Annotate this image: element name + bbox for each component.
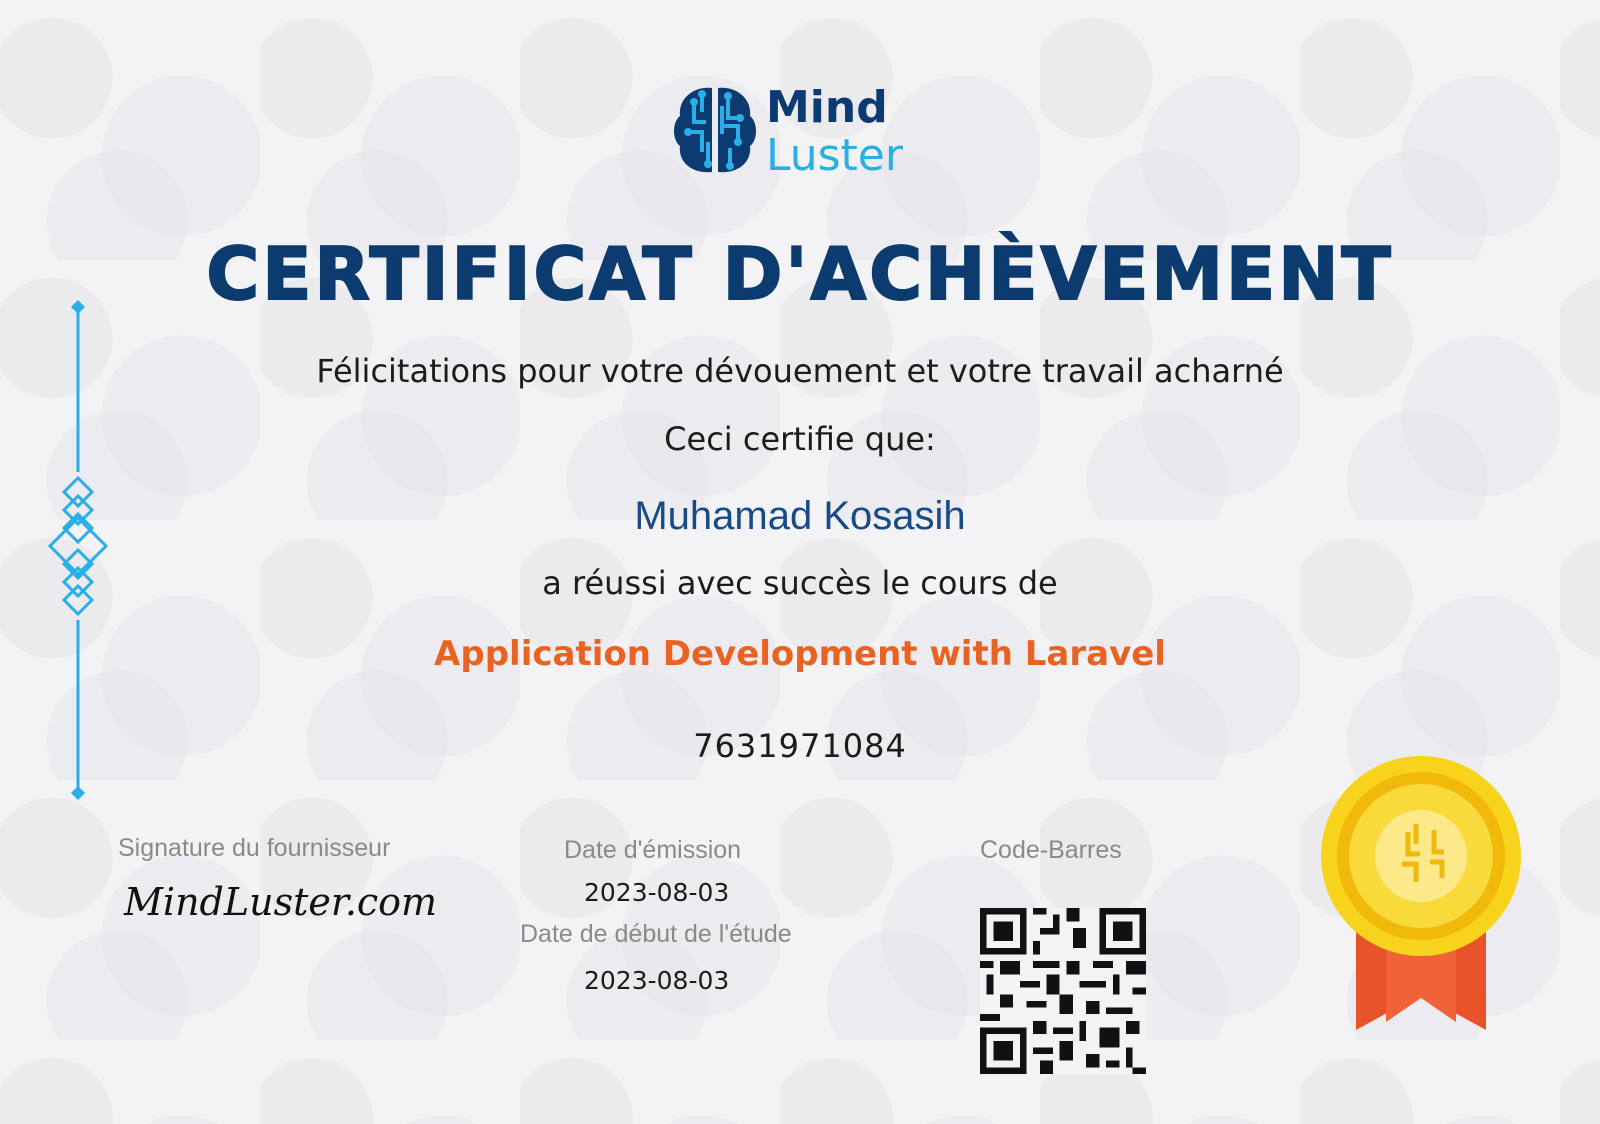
signature-label: Signature du fournisseur xyxy=(118,834,391,862)
logo-text-luster: Luster xyxy=(766,130,903,181)
certifies-text: Ceci certifie que: xyxy=(664,420,936,458)
start-date-label: Date de début de l'étude xyxy=(520,920,792,948)
mindluster-logo xyxy=(672,82,932,182)
issue-date-label: Date d'émission xyxy=(564,836,742,864)
recipient-name: Muhamad Kosasih xyxy=(634,494,966,538)
provider-signature: MindLuster.com xyxy=(124,880,438,924)
certificate-id: 7631971084 xyxy=(693,727,907,765)
barcode-label: Code-Barres xyxy=(980,836,1122,864)
logo-text-mind: Mind xyxy=(766,82,888,133)
gold-medal-icon xyxy=(1316,752,1526,1042)
congratulations-text: Félicitations pour votre dévouement et votre travail acharné xyxy=(316,352,1284,390)
diamond-ornament-icon xyxy=(40,300,120,820)
qr-code-icon xyxy=(980,908,1146,1074)
issue-date-value: 2023-08-03 xyxy=(584,878,730,907)
brain-circuit-logo-icon xyxy=(672,82,758,178)
course-name: Application Development with Laravel xyxy=(434,634,1166,674)
certificate-title: CERTIFICAT D'ACHÈVEMENT xyxy=(206,232,1394,316)
completion-text: a réussi avec succès le cours de xyxy=(542,564,1058,602)
start-date-value: 2023-08-03 xyxy=(584,966,730,995)
